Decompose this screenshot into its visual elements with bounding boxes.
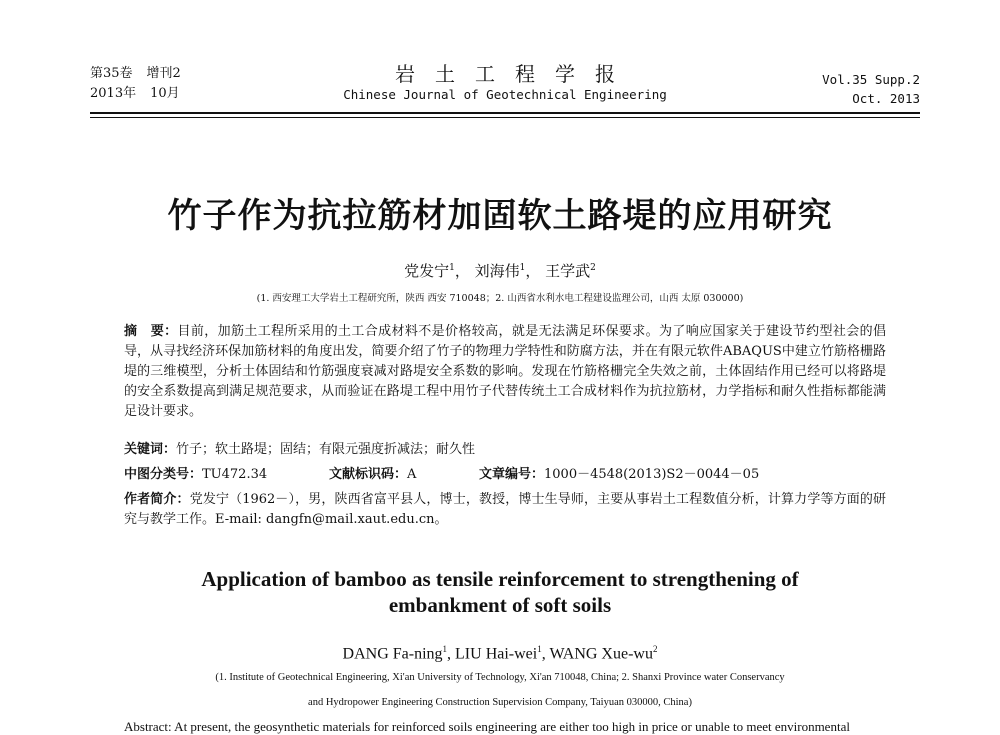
authors-cn: 党发宁$^1$， 刘海伟$^1$， 王学武$^2$ <box>404 262 596 280</box>
title-en-text: Application of bamboo as tensile reinforcement to strengthening of embankment of soft soils <box>201 567 799 617</box>
authors-en: DANG Fa-ning$^1$, LIU Hai-wei$^1$, WANG Xue-$wu^2$ <box>342 644 658 663</box>
affiliation-en-line2: and Hydropower Engineering Construction Supervision Company, Taiyuan 030000, China) <box>308 697 692 708</box>
keywords <box>124 440 886 460</box>
journal-name-cn: 岩土工程学报 <box>395 62 635 86</box>
bio-text: 党发宁（1962－），男，陕西省富平县人，博士，教授，博士生导师，主要从事岩土工程数值分析，计算力学等方面的研究与教学工作。E-mail: dangfn@mail.xaut.edu.cn。 <box>124 492 886 527</box>
doc-label: 文献标识码： <box>329 467 408 482</box>
author-sup: 1 <box>537 644 542 654</box>
author-sup: 1 <box>449 263 455 273</box>
author-bio <box>124 490 886 530</box>
author-sup: 1 <box>442 644 448 654</box>
author-en: DANG Fa-ning <box>342 645 443 663</box>
doc-value: A <box>407 467 417 482</box>
author-en: LIU Hai-wei <box>455 645 538 663</box>
keywords-text: 竹子；软土路堤；固结；有限元强度折减法；耐久性 <box>176 442 476 457</box>
author-sup: 2 <box>652 644 658 654</box>
header-rule-thick <box>90 112 920 114</box>
journal-header <box>90 62 920 110</box>
author-sup: 2 <box>590 263 596 273</box>
title-cn: 竹子作为抗拉筋材加固软土路堤的应用研究 <box>167 196 833 236</box>
article-label: 文章编号： <box>479 467 545 482</box>
author-cn: 刘海伟 <box>474 262 520 280</box>
abstract-en-start: Abstract: At present, the geosynthetic materials for reinforced soils engineering are either too high in price or unable to meet environmental <box>124 719 850 734</box>
abstract-label: 摘 要： <box>124 324 178 339</box>
journal-name <box>90 62 920 104</box>
classification <box>124 465 886 485</box>
title-en <box>0 566 1000 618</box>
volume-cn: 第35卷 <box>90 66 133 81</box>
volume-en: Vol.35 Supp.2 <box>822 72 920 87</box>
issue-info-en <box>822 70 920 108</box>
bio-label: 作者简介： <box>124 492 190 507</box>
affiliation-en-line1: (1. Institute of Geotechnical Engineering, Xi'an University of Technology, Xi'an 710048, China; 2. Shanxi Province water Conservancy <box>215 672 785 683</box>
author-cn: 党发宁 <box>404 262 450 280</box>
year-cn: 2013年 <box>90 86 137 101</box>
article-value: 1000－4548(2013)S2－0044－05 <box>544 467 760 482</box>
date-en: Oct. 2013 <box>852 91 920 106</box>
keywords-label: 关键词： <box>124 442 177 457</box>
clc-value: TU472.34 <box>202 467 268 482</box>
author-en: WANG Xue-wu <box>549 645 653 663</box>
author-cn: 王学武 <box>545 262 591 280</box>
header-rule-thin <box>90 117 920 118</box>
affiliation-cn: (1. 西安理工大学岩土工程研究所，陕西 西安 710048；2. 山西省水利水电工程建设监理公司，山西 太原 030000) <box>256 293 744 304</box>
journal-name-en: Chinese Journal of Geotechnical Engineering <box>343 87 667 102</box>
abstract-cn <box>124 322 886 422</box>
author-sup: 1 <box>519 263 526 273</box>
month-cn: 10月 <box>150 86 180 101</box>
supp-cn: 增刊2 <box>146 66 181 81</box>
clc-label: 中图分类号： <box>124 467 203 482</box>
abstract-text: 目前，加筋土工程所采用的土工合成材料不是价格较高，就是无法满足环保要求。为了响应国家关于建设节约型社会的倡导，从寻找经济环保加筋材料的角度出发，简要介绍了竹子的物理力学特性和防腐方法，并在有限元软件ABAQUS中建立竹筋格栅路堤的三维模型，分析土体固结和竹筋强度衰减对路堤安全系数的影响。发现在竹筋格栅完全失效之前，土体固结作用已经可以将路堤的安全系数提高到满足规范要求，从而验证在路堤工程中用竹子代替传统土工合成材料作为抗拉筋材，力学指标和耐久性指标都能满足设计要求。 <box>124 324 886 419</box>
